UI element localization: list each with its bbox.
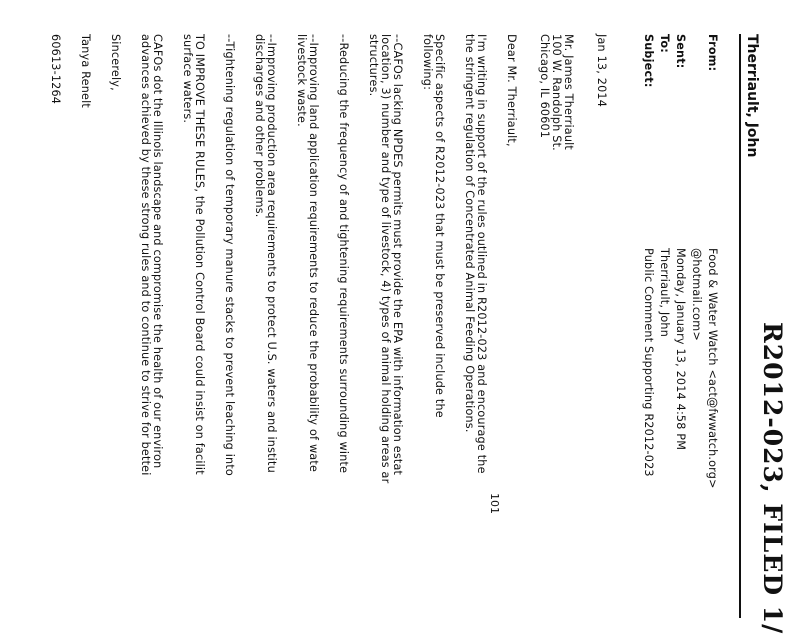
point-line: --Tightening regulation of temporary manure stacks to prevent leaching into <box>223 34 236 476</box>
salutation: Dear Mr. Therriault, <box>505 34 518 147</box>
sender-name: Therriault, John <box>744 34 760 158</box>
point-line: structures. <box>367 34 380 97</box>
letter-date: Jan 13, 2014 <box>595 34 608 108</box>
improve-line-continued: surface waters. <box>181 34 194 124</box>
point-line: --Reducing the frequency of and tightening requirements surrounding winte <box>337 34 350 474</box>
from-label: From: <box>706 34 719 72</box>
subject-label: Subject: <box>642 34 655 88</box>
signature-name: Tanya Renelt <box>79 34 92 108</box>
point-line: --CAFOs lacking NPDES permits must provide the EPA with information estat <box>391 34 404 476</box>
intro-line: the stringent regulation of Concentrated Animal Feeding Operations. <box>463 34 476 433</box>
page-number: 101 <box>488 493 501 514</box>
sent-value: Monday, January 13, 2014 4:58 PM <box>674 248 687 451</box>
point-line: --Improving land application requirements to reduce the probability of wate <box>307 34 320 473</box>
aspects-intro-line: following: <box>421 34 434 91</box>
closing-line: CAFOs dot the Illinois landscape and compromise the health of our environ <box>151 34 164 469</box>
to-label: To: <box>658 34 671 53</box>
address-line: Mr. James Therriault <box>562 34 575 151</box>
sent-label: Sent: <box>674 34 687 69</box>
improve-text: , the Pollution Control Board could insist on facilit <box>193 188 206 475</box>
address-line: 100 W. Randolph St. <box>550 34 563 151</box>
point-line: --Improving production area requirements to protect U.S. waters and institu <box>265 34 278 473</box>
zip-code: 60613-1264 <box>49 34 62 105</box>
closing-line: advances achieved by these strong rules and to continue to strive for bettei <box>139 34 152 476</box>
improve-emphasis: TO IMPROVE THESE RULES <box>193 34 206 189</box>
filing-stamp: R2012-023, FILED 1/ <box>758 322 787 634</box>
point-line: livestock waste. <box>295 34 308 127</box>
from-value-continued: @hotmail.com> <box>690 248 703 341</box>
improve-line <box>193 34 205 475</box>
subject-value: Public Comment Supporting R2012-023 <box>642 248 655 477</box>
aspects-intro-line: Specific aspects of R2012-023 that must be preserved include the <box>433 34 446 418</box>
to-value: Therriault, John <box>658 248 671 337</box>
from-value: Food & Water Watch <act@fwwatch.org> <box>706 248 719 489</box>
signoff: Sincerely, <box>109 34 122 91</box>
intro-line: I'm writing in support of the rules outlined in R2012-023 and encourage the <box>475 34 488 474</box>
header-divider <box>739 34 741 618</box>
point-line: location, 3) number and type of livestock, 4) types of animal holding areas ar <box>379 34 392 484</box>
address-line: Chicago, IL 60601 <box>538 34 551 139</box>
point-line: discharges and other problems. <box>253 34 266 218</box>
